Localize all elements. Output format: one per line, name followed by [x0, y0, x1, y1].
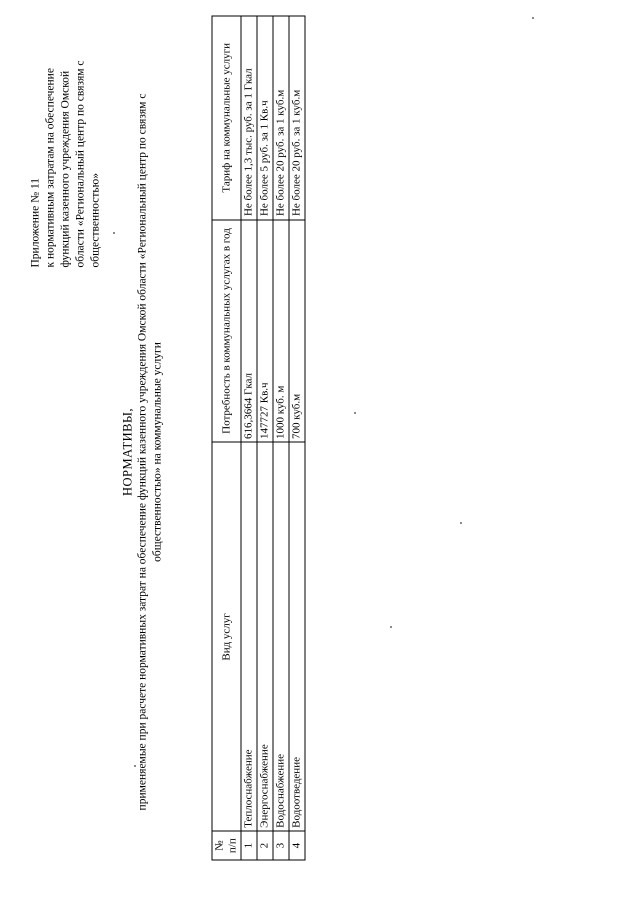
table-row: [241, 16, 257, 860]
table-row: [289, 16, 305, 860]
header-service-type: Вид услуг: [212, 443, 241, 832]
cell-annual-need: 1000 куб. м: [273, 220, 289, 443]
cell-tariff: Не более 20 руб. за 1 куб.м: [289, 16, 305, 220]
utilities-table: [212, 16, 306, 861]
cell-tariff: Не более 1,3 тыс. руб. за 1 Гкал: [241, 16, 257, 220]
appendix-line: общественностью»: [89, 172, 102, 268]
scan-speck: [532, 17, 534, 19]
cell-no: 4: [289, 831, 305, 860]
appendix-line: области «Региональный центр по связям с: [74, 60, 87, 268]
cell-annual-need: 616,3664 Гкал: [241, 220, 257, 443]
title-line: общественностью» на коммунальные услуги: [151, 342, 164, 562]
cell-service-type: Водоснабжение: [273, 443, 289, 832]
cell-tariff: Не более 5 руб. за 1 Кв.ч: [257, 16, 273, 220]
appendix-line: к нормативным затратам на обеспечение: [44, 68, 57, 268]
document-title: [121, 10, 166, 895]
cell-service-type: Водоотведение: [289, 443, 305, 832]
appendix-line: функций казенного учреждения Омской: [59, 70, 72, 268]
cell-no: 2: [257, 831, 273, 860]
header-tariff: Тариф на коммунальные услуги: [212, 16, 241, 220]
header-annual-need: Потребность в коммунальных услугах в год: [212, 220, 241, 443]
table-row: [257, 16, 273, 860]
cell-service-type: Теплоснабжение: [241, 443, 257, 832]
table-header-row: [212, 16, 241, 860]
cell-annual-need: 700 куб.м: [289, 220, 305, 443]
appendix-line: Приложение № 11: [29, 177, 42, 268]
header-no: № п/п: [212, 831, 241, 860]
scan-speck: [113, 232, 115, 234]
cell-annual-need: 147727 Кв.ч: [257, 220, 273, 443]
scan-speck: [134, 765, 136, 767]
cell-service-type: Энергоснабжение: [257, 443, 273, 832]
rotated-page: [1, 0, 640, 905]
cell-no: 1: [241, 831, 257, 860]
scan-speck: [354, 412, 356, 414]
title-line: применяемые при расчете нормативных затрат на обеспечение функций казенного учреждения Омской области «Региональный центр по связям с: [136, 93, 149, 811]
scan-speck: [460, 522, 462, 524]
table-row: [273, 16, 289, 860]
appendix-note: [29, 18, 104, 268]
scan-speck: [390, 626, 392, 628]
cell-no: 3: [273, 831, 289, 860]
title-heading: НОРМАТИВЫ,: [120, 407, 135, 497]
cell-tariff: Не более 20 руб. за 1 куб.м: [273, 16, 289, 220]
